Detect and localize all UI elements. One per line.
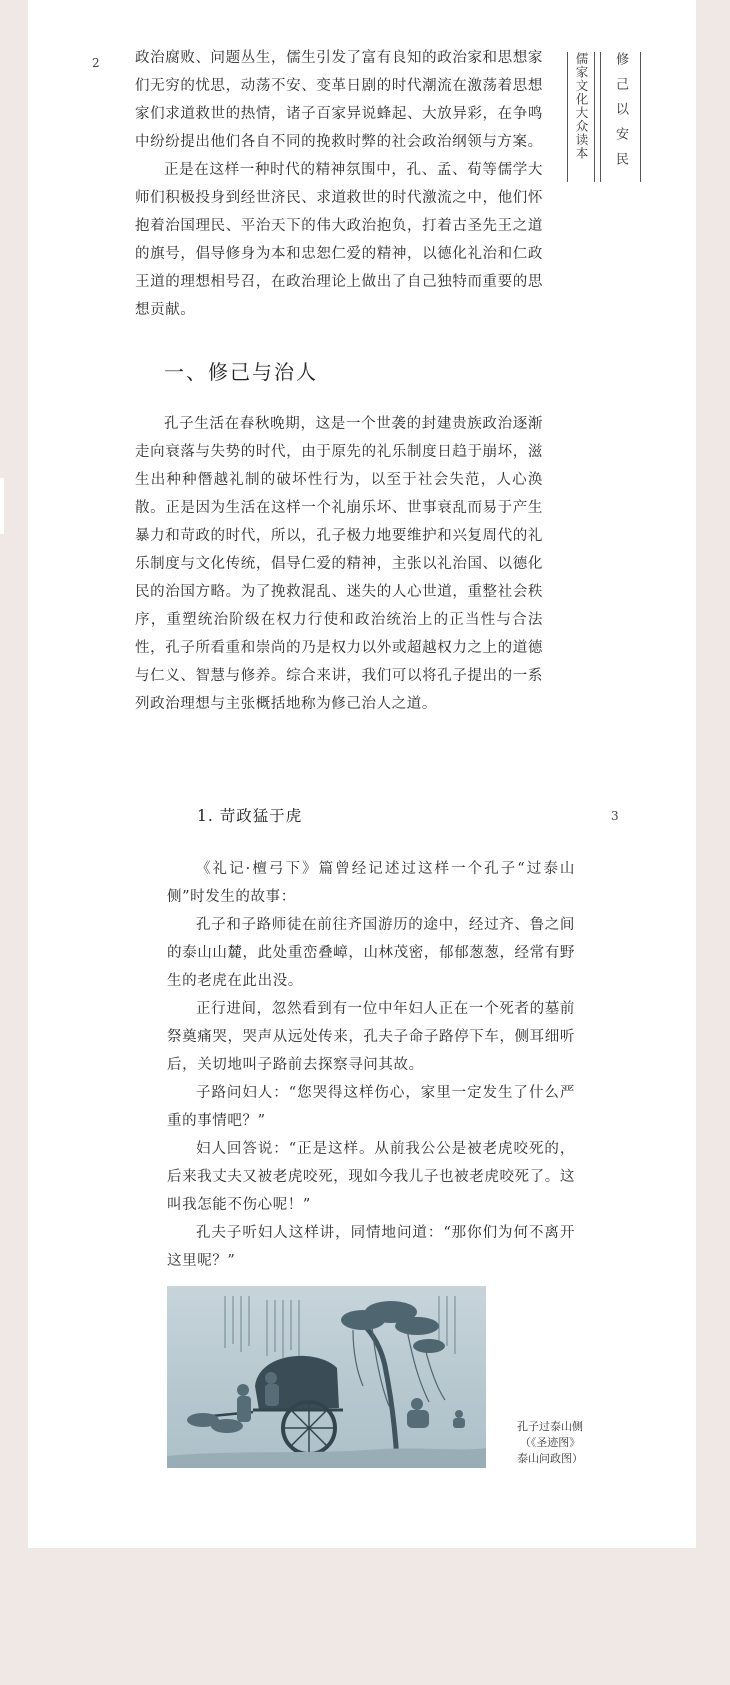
paragraph-weeping-woman: 正行进间，忽然看到有一位中年妇人正在一个死者的墓前祭奠痛哭，哭声从远处传来，孔夫子命子路停下车，侧耳细听后，关切地叫子路前去探察寻问其故。	[167, 1001, 575, 1073]
series-title-strip	[567, 52, 595, 182]
book-title: 修己以安民	[613, 52, 628, 177]
illustration-taishan	[167, 1286, 486, 1468]
figure-caption	[505, 1419, 595, 1467]
page-number-left: 2	[92, 56, 100, 70]
illustration-drawing	[167, 1286, 486, 1468]
caption-line: 孔子过泰山侧	[517, 1420, 583, 1433]
caption-line: 泰山问政图）	[517, 1452, 583, 1465]
paragraph-journey: 孔子和子路师徒在前往齐国游历的途中，经过齐、鲁之间的泰山山麓，此处重峦叠嶂，山林茂密，郁郁葱葱，经常有野生的老虎在此出没。	[167, 917, 575, 989]
paragraph-confucian-masters: 正是在这样一种时代的精神氛围中，孔、孟、荀等儒学大师们积极投身到经世济民、求道救世的时代激流之中，他们怀抱着治国理民、平治天下的伟大政治抱负，打着古圣先王之道的旗号，倡导修身为本和忠恕仁爱的精神，以德化礼治和仁政王道的理想相号召，在政治理论上做出了自己独特而重要的思想贡献。	[135, 162, 543, 318]
paragraph-zilu-asks: 子路问妇人：“您哭得这样伤心，家里一定发生了什么严重的事情吧？”	[167, 1085, 575, 1129]
paragraph-woman-answers: 妇人回答说：“正是这样。从前我公公是被老虎咬死的，后来我丈夫又被老虎咬死，现如今我儿子也被老虎咬死了。这叫我怎能不伤心呢！”	[167, 1141, 575, 1213]
subsection-title: 1. 苛政猛于虎	[197, 807, 303, 825]
paragraph-liji-intro: 《礼记·檀弓下》篇曾经记述过这样一个孔子“过泰山侧”时发生的故事：	[167, 861, 575, 905]
page-number-right: 3	[611, 809, 619, 823]
series-title: 儒家文化大众读本	[574, 52, 589, 160]
paragraph-confucius-asks: 孔夫子听妇人这样讲，同情地问道：“那你们为何不离开这里呢？”	[167, 1225, 575, 1269]
caption-line: （《圣迹图》	[519, 1436, 581, 1449]
paragraph-confucius-era: 孔子生活在春秋晚期，这是一个世袭的封建贵族政治逐渐走向衰落与失势的时代，由于原先的礼乐制度日趋于崩坏，滋生出种种僭越礼制的破坏性行为，以至于社会失范，人心涣散。正是因为生活在这样一个礼崩乐坏、世事衰乱而易于产生暴力和苛政的时代，所以，孔子极力地要维护和兴复周代的礼乐制度与文化传统，倡导仁爱的精神，主张以礼治国、以德化民的治国方略。为了挽救混乱、迷失的人心世道，重整社会秩序，重塑统治阶级在权力行使和政治统治上的正当性与合法性，孔子所看重和崇尚的乃是权力以外或超越权力之上的道德与仁义、智慧与修养。综合来讲，我们可以将孔子提出的一系列政治理想与主张概括地称为修己治人之道。	[135, 416, 543, 712]
page-edge-tab	[0, 478, 4, 534]
section-title: 一、修己与治人	[164, 360, 318, 384]
paragraph-continuation: 政治腐败、问题丛生，儒生引发了富有良知的政治家和思想家们无穷的忧思，动荡不安、变革日剧的时代潮流在激荡着思想家们求道救世的热情，诸子百家异说蜂起、大放异彩，在争鸣中纷纷提出他们各自不同的挽救时弊的社会政治纲领与方案。	[135, 50, 543, 150]
book-title-strip	[600, 52, 641, 182]
